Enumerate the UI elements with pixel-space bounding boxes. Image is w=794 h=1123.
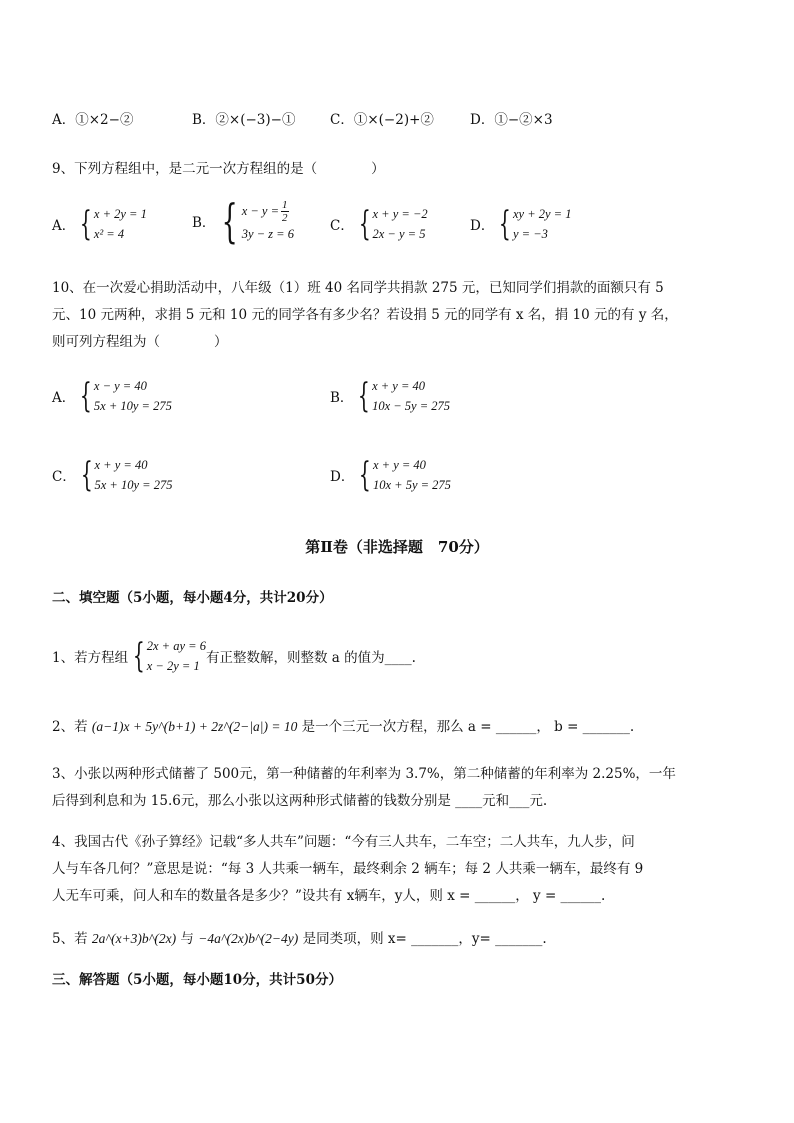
brace-icon: { <box>222 194 239 248</box>
question-line: 人无车可乘，问人和车的数量各是多少？”设共有 x辆车，y人，则 x = ______， y = ______. <box>52 888 606 904</box>
fill-q1 <box>52 636 416 676</box>
question-text: 是同类项，则 x= _______，y= _______. <box>302 931 547 947</box>
q10-option-c[interactable] <box>52 455 172 495</box>
option-expr: ②×(−3)−① <box>215 112 296 128</box>
option-letter: C． <box>330 218 354 234</box>
question-line: 后得到利息和为 15.6元，那么小张以这两种形式储蓄的钱数分别是 ____元和___元. <box>52 793 548 809</box>
option-letter: B． <box>192 112 216 128</box>
brace-icon: { <box>80 204 93 244</box>
option-letter: D． <box>470 112 495 128</box>
brace-icon: { <box>359 455 372 495</box>
option-expr: ①×2−② <box>75 112 134 128</box>
question-text: 有正整数解，则整数 a 的值为____. <box>205 650 416 666</box>
equation: x + y = 40 <box>372 458 426 472</box>
option-letter: D． <box>330 469 355 485</box>
equation: 5x + 10y = 275 <box>93 399 172 413</box>
q9-stem: 9、下列方程组中，是二元一次方程组的是（ ） <box>52 161 385 177</box>
q9-option-b[interactable] <box>192 194 294 248</box>
question-line: 3、小张以两种形式储蓄了 500元，第一种储蓄的年利率为 3.7%，第二种储蓄的年利率为 2.25%，一年 <box>52 766 676 782</box>
equation: x + y = 40 <box>372 379 426 393</box>
q10-stem <box>52 275 742 356</box>
brace-icon: { <box>499 204 512 244</box>
equation: 10x + 5y = 275 <box>372 478 451 492</box>
equation: 3y − z = 6 <box>241 226 294 241</box>
question-text: 2、若 <box>52 719 88 735</box>
question-text: 1、若方程组 <box>52 650 129 666</box>
denominator: 2 <box>282 211 288 224</box>
equation: x + y = 40 <box>94 458 148 472</box>
q10-option-b[interactable] <box>330 376 450 416</box>
question-text: 与 <box>180 931 194 947</box>
fill-q5 <box>52 927 547 947</box>
numerator: 1 <box>282 198 288 211</box>
math-term: −4a^(2x)b^(2−4y) <box>198 931 299 946</box>
question-line: 人与车各几何？”意思是说：“每 3 人共乘一辆车，最终剩余 2 辆车；每 2 人共乘一辆车，最终有 9 <box>52 861 644 877</box>
option-letter: B． <box>330 390 354 406</box>
equation: x + 2y = 1 <box>93 207 147 221</box>
fill-q4 <box>52 829 742 910</box>
equation <box>242 199 294 224</box>
stem-line: 则可列方程组为（ ） <box>52 334 228 350</box>
q10-option-a[interactable] <box>52 376 172 416</box>
fill-q2 <box>52 715 634 735</box>
equation: 2x + ay = 6 <box>146 639 206 653</box>
brace-icon: { <box>358 376 371 416</box>
q9-option-d[interactable] <box>470 204 571 244</box>
equation: xy + 2y = 1 <box>512 207 572 221</box>
q9-option-c[interactable] <box>330 204 428 244</box>
equation: 10x − 5y = 275 <box>372 399 451 413</box>
equation: 2x − y = 5 <box>372 227 426 241</box>
q9-option-a[interactable] <box>52 204 147 244</box>
option-letter: C． <box>52 469 76 485</box>
brace-icon: { <box>132 636 145 676</box>
section3-title: 三、解答题（5小题，每小题10分，共计50分） <box>52 972 342 988</box>
option-letter: A． <box>52 218 76 234</box>
equation: x − y = 40 <box>93 379 147 393</box>
q8-option-c[interactable] <box>330 108 434 128</box>
part2-title: 第Ⅱ卷（非选择题 70分） <box>305 538 489 556</box>
math-term: 2a^(x+3)b^(2x) <box>91 931 177 946</box>
section2-title: 二、填空题（5小题，每小题4分，共计20分） <box>52 590 333 606</box>
q8-option-b[interactable] <box>192 108 295 128</box>
fraction <box>281 199 289 224</box>
option-letter: A． <box>52 390 76 406</box>
q10-option-d[interactable] <box>330 455 451 495</box>
brace-icon: { <box>358 204 371 244</box>
equation: x² = 4 <box>93 227 125 241</box>
stem-line: 10、在一次爱心捐助活动中，八年级（1）班 40 名同学共捐款 275 元，已知同学们捐款的面额只有 5 <box>52 280 664 296</box>
question-text: 5、若 <box>52 931 88 947</box>
option-letter: D． <box>470 218 495 234</box>
equation: x + y = −2 <box>372 207 428 221</box>
option-letter: B． <box>192 215 216 231</box>
option-expr: ①−②×3 <box>494 112 553 128</box>
fill-q3 <box>52 761 742 815</box>
equation: 5x + 10y = 275 <box>94 478 173 492</box>
equation-left: x − y = <box>241 204 280 218</box>
brace-icon: { <box>80 455 93 495</box>
math-expression: (a−1)x + 5y^(b+1) + 2z^(2−|a|) = 10 <box>91 719 298 734</box>
stem-line: 元、10 元两种，求捐 5 元和 10 元的同学各有多少名？若设捐 5 元的同学有 x 名，捐 10 元的有 y 名， <box>52 307 678 323</box>
question-line: 4、我国古代《孙子算经》记载“多人共车”问题：“今有三人共车，二车空；二人共车，九人步，问 <box>52 834 635 850</box>
q8-option-d[interactable] <box>470 108 553 128</box>
option-letter: A． <box>52 112 76 128</box>
option-letter: C． <box>330 112 354 128</box>
question-text: 是一个三元一次方程，那么 a = ______， b = _______. <box>301 719 635 735</box>
equation: y = −3 <box>512 227 548 241</box>
option-expr: ①×(−2)+② <box>353 112 434 128</box>
q8-option-a[interactable] <box>52 108 133 128</box>
equation: x − 2y = 1 <box>146 659 200 673</box>
brace-icon: { <box>80 376 93 416</box>
